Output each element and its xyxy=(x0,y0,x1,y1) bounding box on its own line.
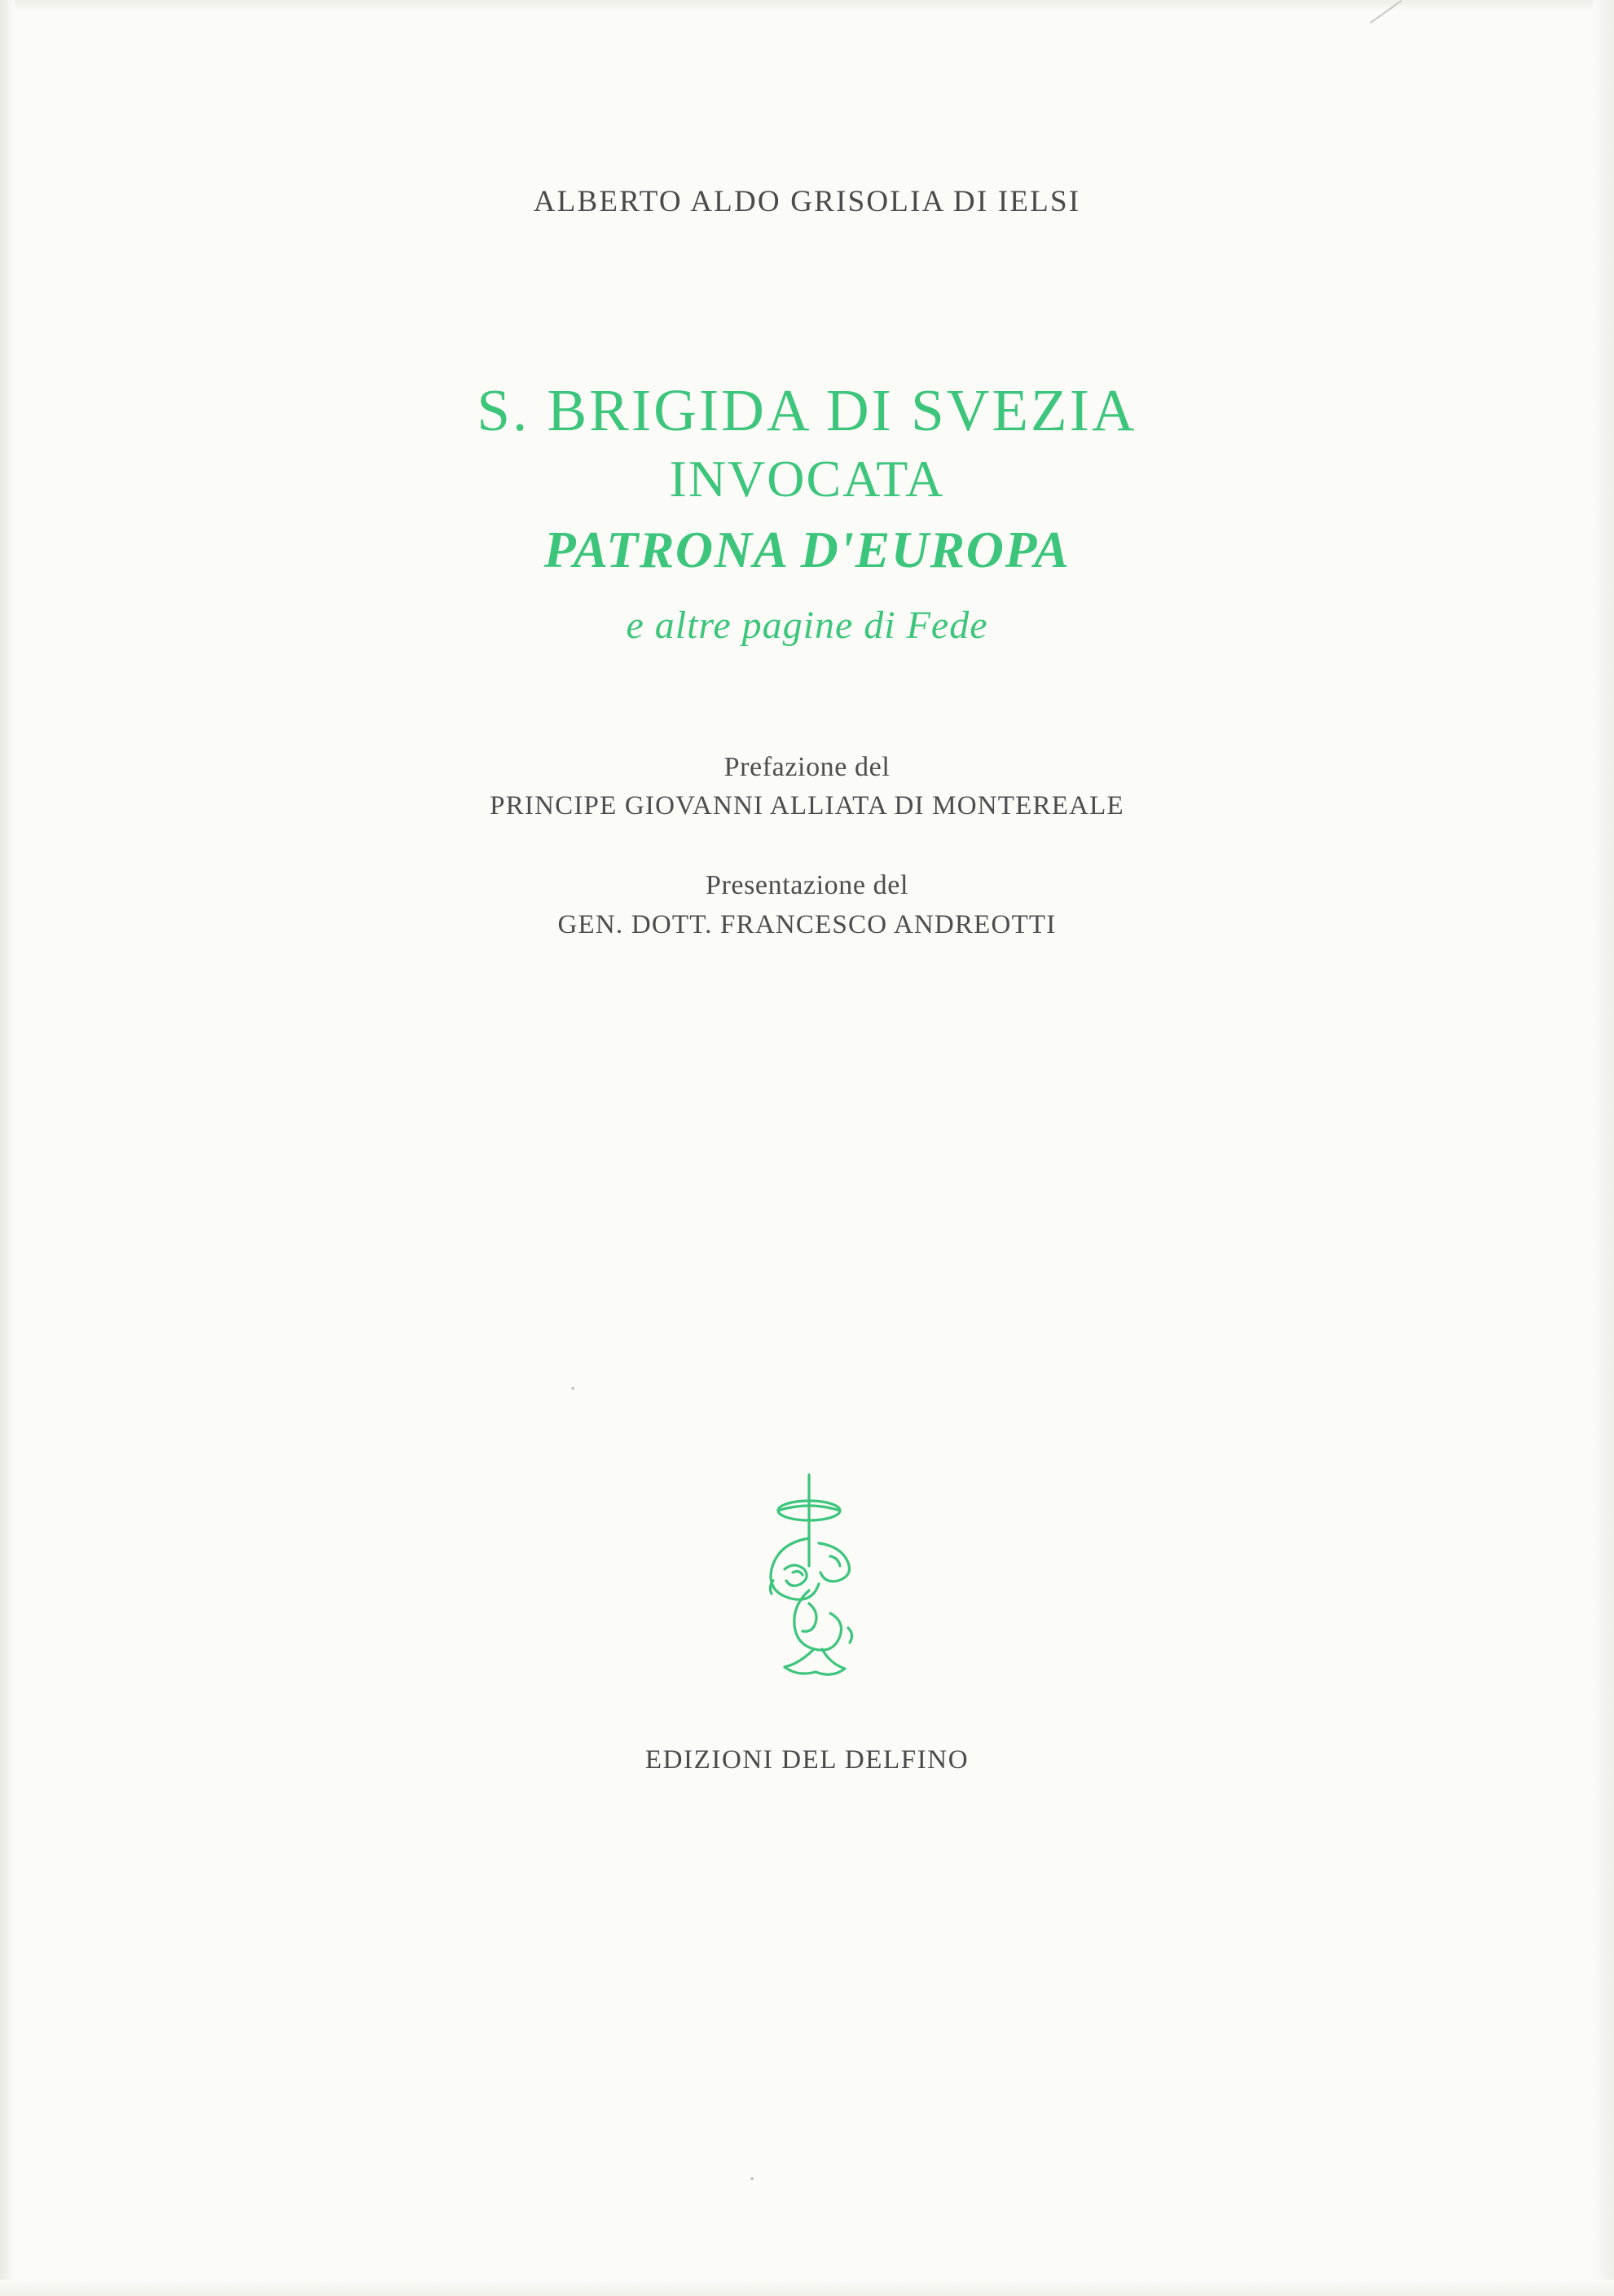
paper-edge-bottom xyxy=(0,2280,1614,2296)
paper-speck-2: ꞏ xyxy=(570,1380,576,1398)
title-line-3: PATRONA D'EUROPA xyxy=(543,521,1071,579)
title-line-2: INVOCATA xyxy=(669,449,945,508)
paper-speck: ꞏ xyxy=(750,2171,755,2188)
book-subtitle: e altre pagine di Fede xyxy=(626,604,988,648)
author-name: ALBERTO ALDO GRISOLIA DI IELSI xyxy=(533,185,1081,218)
title-line-1: S. BRIGIDA DI SVEZIA xyxy=(477,377,1137,443)
dolphin-anchor-emblem-icon xyxy=(734,1468,881,1721)
credit-presentation-role: Presentazione del xyxy=(705,870,909,901)
credit-preface-role: Prefazione del xyxy=(723,752,891,783)
book-title xyxy=(0,379,1614,648)
publisher-logo xyxy=(0,1468,1614,1725)
credit-preface-person: PRINCIPE GIOVANNI ALLIATA DI MONTEREALE xyxy=(490,791,1124,821)
credit-preface xyxy=(0,747,1614,826)
credit-presentation-person: GEN. DOTT. FRANCESCO ANDREOTTI xyxy=(557,909,1057,939)
title-page-content xyxy=(0,0,1614,944)
credit-presentation xyxy=(0,865,1614,944)
credits-block xyxy=(0,747,1614,944)
publisher-name: EDIZIONI DEL DELFINO xyxy=(644,1745,970,1775)
